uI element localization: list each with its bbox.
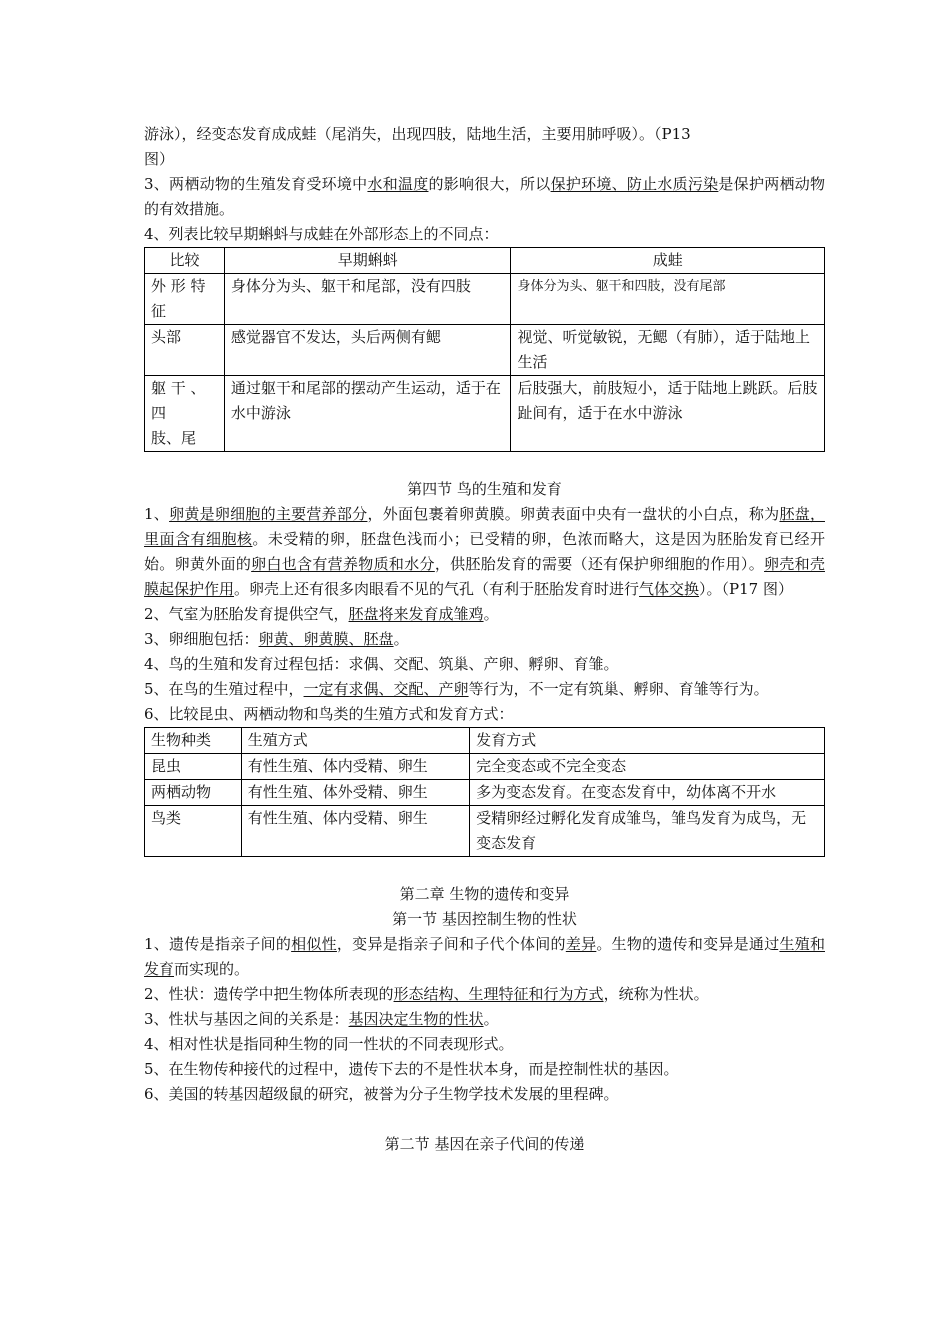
- section-title: 第二节 基因在亲子代间的传递: [384, 1135, 585, 1153]
- text: 2、性状：遗传学中把生物体所表现的: [144, 985, 394, 1003]
- table-cell: 感觉器官不发达，头后两侧有鳃: [224, 325, 511, 376]
- text: 3、卵细胞包括：: [144, 630, 259, 648]
- table-cell: 身体分为头、躯干和尾部，没有四肢: [224, 274, 511, 325]
- table-cell: 有性生殖、体内受精、卵生: [241, 754, 469, 780]
- text: 。: [483, 1010, 499, 1028]
- table-header-cell: 早期蝌蚪: [224, 248, 511, 274]
- underlined-text: 卵黄、卵黄膜、胚盘: [258, 630, 394, 648]
- underlined-text: 生殖和发育: [144, 935, 825, 978]
- text: ，供胚胎发育的需要（还有保护卵细胞的作用）。: [434, 555, 765, 573]
- spacer: [144, 1107, 825, 1132]
- section-title: 第一节 基因控制生物的性状: [392, 910, 577, 928]
- text: 1、: [144, 505, 170, 523]
- underlined-text: 水和温度: [367, 175, 429, 193]
- spacer: [144, 857, 825, 882]
- text: 四: [151, 404, 167, 422]
- table-header-row: [145, 248, 825, 274]
- underlined-text: 基因决定生物的性状: [348, 1010, 484, 1028]
- underlined-text: 保护环境、防止水质污染: [550, 175, 719, 193]
- text: 游泳），经变态发育成成蛙（尾消失，出现四肢，陆地生活，主要用肺呼吸）。（: [144, 125, 662, 143]
- table-cell: [145, 376, 225, 452]
- underlined-text: 胚盘将来发育成雏鸡: [348, 605, 484, 623]
- text: 而实现的。: [174, 960, 250, 978]
- text: 。: [483, 605, 499, 623]
- text: 5、在鸟的生殖过程中，: [144, 680, 304, 698]
- text: 征: [151, 302, 167, 320]
- document-page: [144, 122, 825, 1157]
- table-header-cell: 成蛙: [511, 248, 825, 274]
- text: 肢、尾: [151, 429, 197, 447]
- table-header-cell: 生物种类: [145, 728, 242, 754]
- paragraph-5: [144, 677, 825, 702]
- underlined-text: 卵黄是卵细胞的主要营养部分: [169, 505, 368, 523]
- table-row: [145, 376, 825, 452]
- underlined-text: 相似性: [291, 935, 337, 953]
- table-header-cell: 比较: [145, 248, 225, 274]
- paragraph-5: 5、在生物传种接代的过程中，遗传下去的不是性状本身，而是控制性状的基因。: [144, 1060, 679, 1078]
- underlined-text: 一定有求偶、交配、产卵: [303, 680, 469, 698]
- text: 2、气室为胚胎发育提供空气，: [144, 605, 349, 623]
- text: 。未受精的卵，胚盘色浅而小；已受精的卵，色浓而略大，这是因为胚胎发育已经开始。卵黄外面的: [144, 530, 825, 573]
- spacer: [144, 452, 825, 477]
- table-cell: 通过躯干和尾部的摆动产生运动，适于在水中游泳: [224, 376, 511, 452]
- underlined-text: 卵白也含有营养物质和水分: [251, 555, 435, 573]
- table-header-row: [145, 728, 825, 754]
- underlined-text: 气体交换: [639, 580, 700, 598]
- paragraph-4: 4、列表比较早期蝌蚪与成蛙在外部形态上的不同点：: [144, 225, 499, 243]
- text: ，变异是指亲子间和子代个体间的: [336, 935, 566, 953]
- paragraph-3: [144, 172, 825, 222]
- table-cell: 受精卵经过孵化发育成雏鸟，雏鸟发育为成鸟，无变态发育: [470, 806, 825, 857]
- paragraph-3: [144, 627, 825, 652]
- text: P13: [661, 125, 691, 143]
- text: 是保护两栖动物的有效措施。: [144, 175, 825, 218]
- reproduction-comparison-table: [144, 727, 825, 857]
- table-cell: 完全变态或不完全变态: [470, 754, 825, 780]
- section-title: 第四节 鸟的生殖和发育: [407, 480, 562, 498]
- table-cell: 鸟类: [145, 806, 242, 857]
- underlined-text: 形态结构、生理特征和行为方式: [393, 985, 604, 1003]
- text: 等行为，不一定有筑巢、孵卵、育雏等行为。: [468, 680, 769, 698]
- tadpole-frog-comparison-table: [144, 247, 825, 452]
- text: ）。（P17 图）: [699, 580, 793, 598]
- text: 外 形 特: [151, 277, 206, 295]
- table-cell: 头部: [145, 325, 225, 376]
- text: 。: [393, 630, 409, 648]
- text: 3、两栖动物的生殖发育受环境中: [144, 175, 368, 193]
- table-cell: 视觉、听觉敏锐，无鳃（有肺），适于陆地上生活: [511, 325, 825, 376]
- paragraph-1: [144, 932, 825, 982]
- chapter-title: 第二章 生物的遗传和变异: [399, 885, 570, 903]
- table-cell: 后肢强大，前肢短小，适于陆地上跳跃。后肢趾间有，适于在水中游泳: [511, 376, 825, 452]
- underlined-text: 胚盘，里面含有细胞核: [144, 505, 825, 548]
- table-row: [145, 806, 825, 857]
- text: 3、性状与基因之间的关系是：: [144, 1010, 349, 1028]
- table-cell: 有性生殖、体内受精、卵生: [241, 806, 469, 857]
- table-cell: 两栖动物: [145, 780, 242, 806]
- paragraph-3: [144, 1007, 825, 1032]
- text: 的影响很大，所以: [428, 175, 551, 193]
- table-header-cell: 生殖方式: [241, 728, 469, 754]
- table-cell: 有性生殖、体外受精、卵生: [241, 780, 469, 806]
- paragraph-4: 4、鸟的生殖和发育过程包括：求偶、交配、筑巢、产卵、孵卵、育雏。: [144, 655, 619, 673]
- table-row: [145, 754, 825, 780]
- text: 。生物的遗传和变异是通过: [596, 935, 780, 953]
- table-row: [145, 274, 825, 325]
- table-cell: 身体分为头、躯干和四肢，没有尾部: [511, 274, 825, 325]
- paragraph-egg-structure: [144, 502, 825, 602]
- table-cell: 多为变态发育。在变态发育中，幼体离不开水: [470, 780, 825, 806]
- text: 1、遗传是指亲子间的: [144, 935, 292, 953]
- table-header-cell: 发育方式: [470, 728, 825, 754]
- underlined-text: 差异: [565, 935, 597, 953]
- text: 图）: [144, 150, 175, 168]
- table-row: [145, 780, 825, 806]
- underlined-text: 卵壳和壳膜起保护作用: [144, 555, 825, 598]
- paragraph-6: 6、美国的转基因超级鼠的研究，被誉为分子生物学技术发展的里程碑。: [144, 1085, 619, 1103]
- text: ，外面包裹着卵黄膜。卵黄表面中央有一盘状的小白点，称为: [367, 505, 780, 523]
- table-row: [145, 325, 825, 376]
- paragraph-2: [144, 982, 825, 1007]
- paragraph-2: [144, 602, 825, 627]
- text: 。卵壳上还有很多肉眼看不见的气孔（有利于胚胎发育时进行: [234, 580, 640, 598]
- paragraph-frog-development: [144, 122, 825, 172]
- table-cell: 昆虫: [145, 754, 242, 780]
- paragraph-6: 6、比较昆虫、两栖动物和鸟类的生殖方式和发育方式：: [144, 705, 514, 723]
- table-cell: [145, 274, 225, 325]
- text: 躯 干 、: [151, 379, 206, 397]
- text: ，统称为性状。: [603, 985, 709, 1003]
- paragraph-4: 4、相对性状是指同种生物的同一性状的不同表现形式。: [144, 1035, 514, 1053]
